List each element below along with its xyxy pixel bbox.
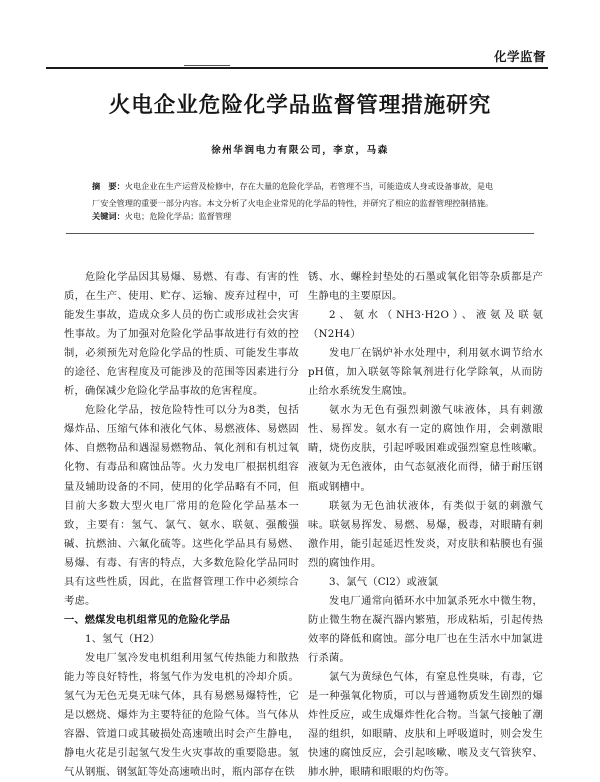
body-column-right — [308, 268, 543, 782]
paragraph: 氨水为无色有强烈刺激气味液体，具有刺激性、易挥发。氨水有一定的腐蚀作用，会刺激眼睛，烧伤皮肤，引起呼吸困难或强烈窒息性咳嗽。液氨为无色液体，由气态氨液化而得，储于耐压钢瓶或钢槽中。 — [308, 404, 543, 493]
abstract-divider — [66, 233, 534, 234]
abstract-label: 摘 要： — [92, 181, 125, 191]
paragraph: 危险化学品因其易爆、易燃、有毒、有害的性质，在生产、使用、贮存、运输、废弃过程中，可能发生事故，造成众多人员的伤亡或形成社会灾害性事故。为了加强对危险化学品事故进行有效的控制，必须预先对危险化学品的性质、可能发生事故的途径、危害程度及可能涉及的范围等因素进行分析，确保减少危险化学品事故的危害程度。 — [64, 271, 299, 398]
paragraph: 发电厂在锅炉补水处理中，利用氨水调节给水pH值，加入联氨等除氧剂进行化学除氧，从而防止给水系统发生腐蚀。 — [308, 347, 543, 398]
keywords — [92, 211, 231, 222]
header-rule-mark — [184, 65, 230, 66]
keywords-label: 关键词： — [92, 211, 125, 221]
paragraph: 危险化学品，按危险特性可以分为8类，包括爆炸品、压缩气体和液化气体、易燃液体、易燃固体、自燃物品和遇湿易燃物品、氧化剂和有机过氧化物、有毒品和腐蚀品等。火力发电厂根据机组容量及辅助设备的不同，使用的化学品略有不同，但目前大多数大型火电厂常用的危险化学品基本一致，主要有：氢气、氯气、氨水、联氨、强酸强碱、抗燃油、六氟化硫等。这些化学品具有易燃、易爆、有毒、有害的特点，大多数危险化学品同时具有这些性质，因此，在监督管理工作中必须综合考虑。 — [64, 404, 299, 607]
subsection-heading: 1、氢气（H2） — [85, 632, 161, 645]
paragraph: 发电厂通常向循环水中加氯杀死水中微生物，防止微生物在凝汽器内繁殖，形成粘垢，引起传热效率的降低和腐蚀。部分电厂也在生活水中加氯进行杀菌。 — [308, 594, 543, 664]
subsection-heading: 2、氨水（NH3·H2O）、液氨及联氨（N2H4） — [308, 309, 543, 341]
subsection-heading: 3、氯气（Cl2）或液氯 — [329, 575, 439, 588]
paragraph: 锈、水、螺栓封垫处的石墨或氧化铝等杂质都是产生静电的主要原因。 — [308, 271, 543, 303]
paragraph: 氯气为黄绿色气体，有窒息性臭味，有毒，它是一种强氧化物质，可以与普通物质发生剧烈的爆炸性反应，或生成爆炸性化合物。当氯气接触了潮湿的组织，如眼睛、皮肤和上呼吸道时，则会发生快速的腐蚀反应，会引起咳嗽、喉及支气管狭窄、肺水肿，眼睛和眼眼的灼伤等。 — [308, 670, 543, 779]
abstract-text: 火电企业在生产运营及检修中，存在大量的危险化学品，若管理不当，可能造成人身或设备事故，是电厂安全管理的重要一部分内容。本文分析了火电企业常见的化学品的特性，并研究了相应的监督管理控制措施。 — [92, 181, 494, 208]
paragraph: 联氨为无色油状液体，有类似于氨的刺激气味。联氨易挥发、易燃、易爆，极毒，对眼睛有刺激作用，能引起延迟性发炎，对皮肤和粘膜也有强烈的腐蚀作用。 — [308, 499, 543, 569]
abstract — [92, 178, 498, 212]
section-heading: 一、燃煤发电机组常见的危险化学品 — [64, 614, 231, 626]
paragraph: 发电厂氢冷发电机组利用氢气传热能力和散热能力等良好特性，将氢气作为发电机的冷却介质。氢气为无色无臭无味气体，具有易燃易爆特性，它是以燃烧、爆炸为主要特征的危险气体。当气体从容器、管道口或其破损处高速喷出时会产生静电，静电火花是引起氢气发生火灾事故的重要隐患。氢气从钢瓶、钢氢缸等处高速喷出时，瓶内部存在铁 — [64, 651, 299, 779]
article-title: 火电企业危险化学品监督管理措施研究 — [108, 93, 492, 118]
keywords-text: 火电；危险化学品；监督管理 — [124, 211, 232, 221]
body-column-left — [64, 268, 299, 782]
section-tag: 化学监督 — [493, 49, 546, 64]
article-authors: 徐州华润电力有限公司，李京，马森 — [211, 145, 389, 156]
header-rule — [46, 67, 548, 69]
